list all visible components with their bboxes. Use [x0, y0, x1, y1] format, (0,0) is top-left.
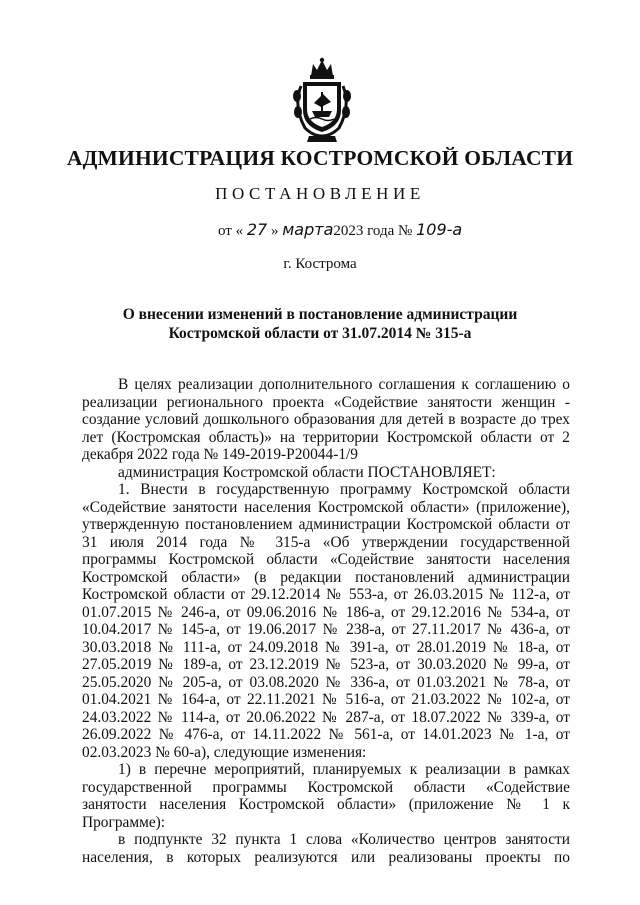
coat-of-arms-kostroma-icon [289, 56, 355, 144]
city: г. Кострома [283, 256, 357, 272]
subject-line-2: Костромской области от 31.07.2014 № 315-а [168, 325, 472, 342]
document-date-line [218, 220, 462, 240]
paragraph-resolves: администрация Костромской области ПОСТАНОВЛЯЕТ: [118, 463, 496, 481]
document-body [82, 376, 570, 866]
document-number-handwritten: 109-а [416, 220, 463, 239]
paragraph-preamble: В целях реализации дополнительного соглашения к соглашению о реализации регионального проекта «Содействие занятости женщин - создание условий дошкольного образования для детей в возрасте до трех лет (Костромская область)» на территории Костромской области от 2 декабря 2022 года № 149-2019-Р20044-1/9 [82, 376, 570, 463]
date-mid: » [270, 223, 279, 239]
subject-line-1: О внесении изменений в постановление администрации [122, 306, 518, 323]
document-type: ПОСТАНОВЛЕНИЕ [215, 184, 425, 203]
paragraph-subitem-1: 1) в перечне мероприятий, планируемых к реализации в рамках государственной программы Костромской области «Содействие занятости населения Костромской области» (приложение № 1 к Программе): [82, 761, 570, 831]
organization-title: АДМИНИСТРАЦИЯ КОСТРОМСКОЙ ОБЛАСТИ [66, 146, 574, 170]
paragraph-item-1: 1. Внести в государственную программу Костромской области «Содействие занятости населения Костромской области» (приложение), утвержденную постановлением администрации Костромской области от 31 июля 2014 года № 315-а «Об утверждении государственной программы Костромской области «Содействие занятости населения Костромской области» (в редакции постановлений администрации Костромской области от 29.12.2014 № 553-а, от 26.03.2015 № 112-а, от 01.07.2015 № 246-а, от 09.06.2016 № 186-а, от 29.12.2016 № 534-а, от 10.04.2017 № 145-а, от 19.06.2017 № 238-а, от 27.11.2017 № 436-а, от 30.03.2018 № 111-а, от 24.09.2018 № 391-а, от 28.01.2019 № 18-а, от 27.05.2019 № 189-а, от 23.12.2019 № 523-а, от 30.03.2020 № 99-а, от 25.05.2020 № 205-а, от 03.08.2020 № 336-а, от 01.03.2021 № 78-а, от 01.04.2021 № 164-а, от 22.11.2021 № 516-а, от 21.03.2022 № 102-а, от 24.03.2022 № 114-а, от 20.06.2022 № 287-а, от 18.07.2022 № 339-а, от 26.09.2022 № 476-а, от 14.11.2022 № 561-а, от 14.01.2023 № 1-а, от 02.03.2023 № 60-а), следующие изменения: [82, 481, 570, 761]
date-month-handwritten: марта [282, 220, 334, 239]
date-prefix: от « [218, 223, 244, 239]
date-day-handwritten: 27 [246, 220, 268, 239]
document-subject [0, 305, 640, 343]
paragraph-subpoint-32: в подпункте 32 пункта 1 слова «Количество центров занятости населения, в которых реализуются или реализованы проекты по [82, 831, 570, 866]
date-year: 2023 года № [333, 223, 413, 239]
